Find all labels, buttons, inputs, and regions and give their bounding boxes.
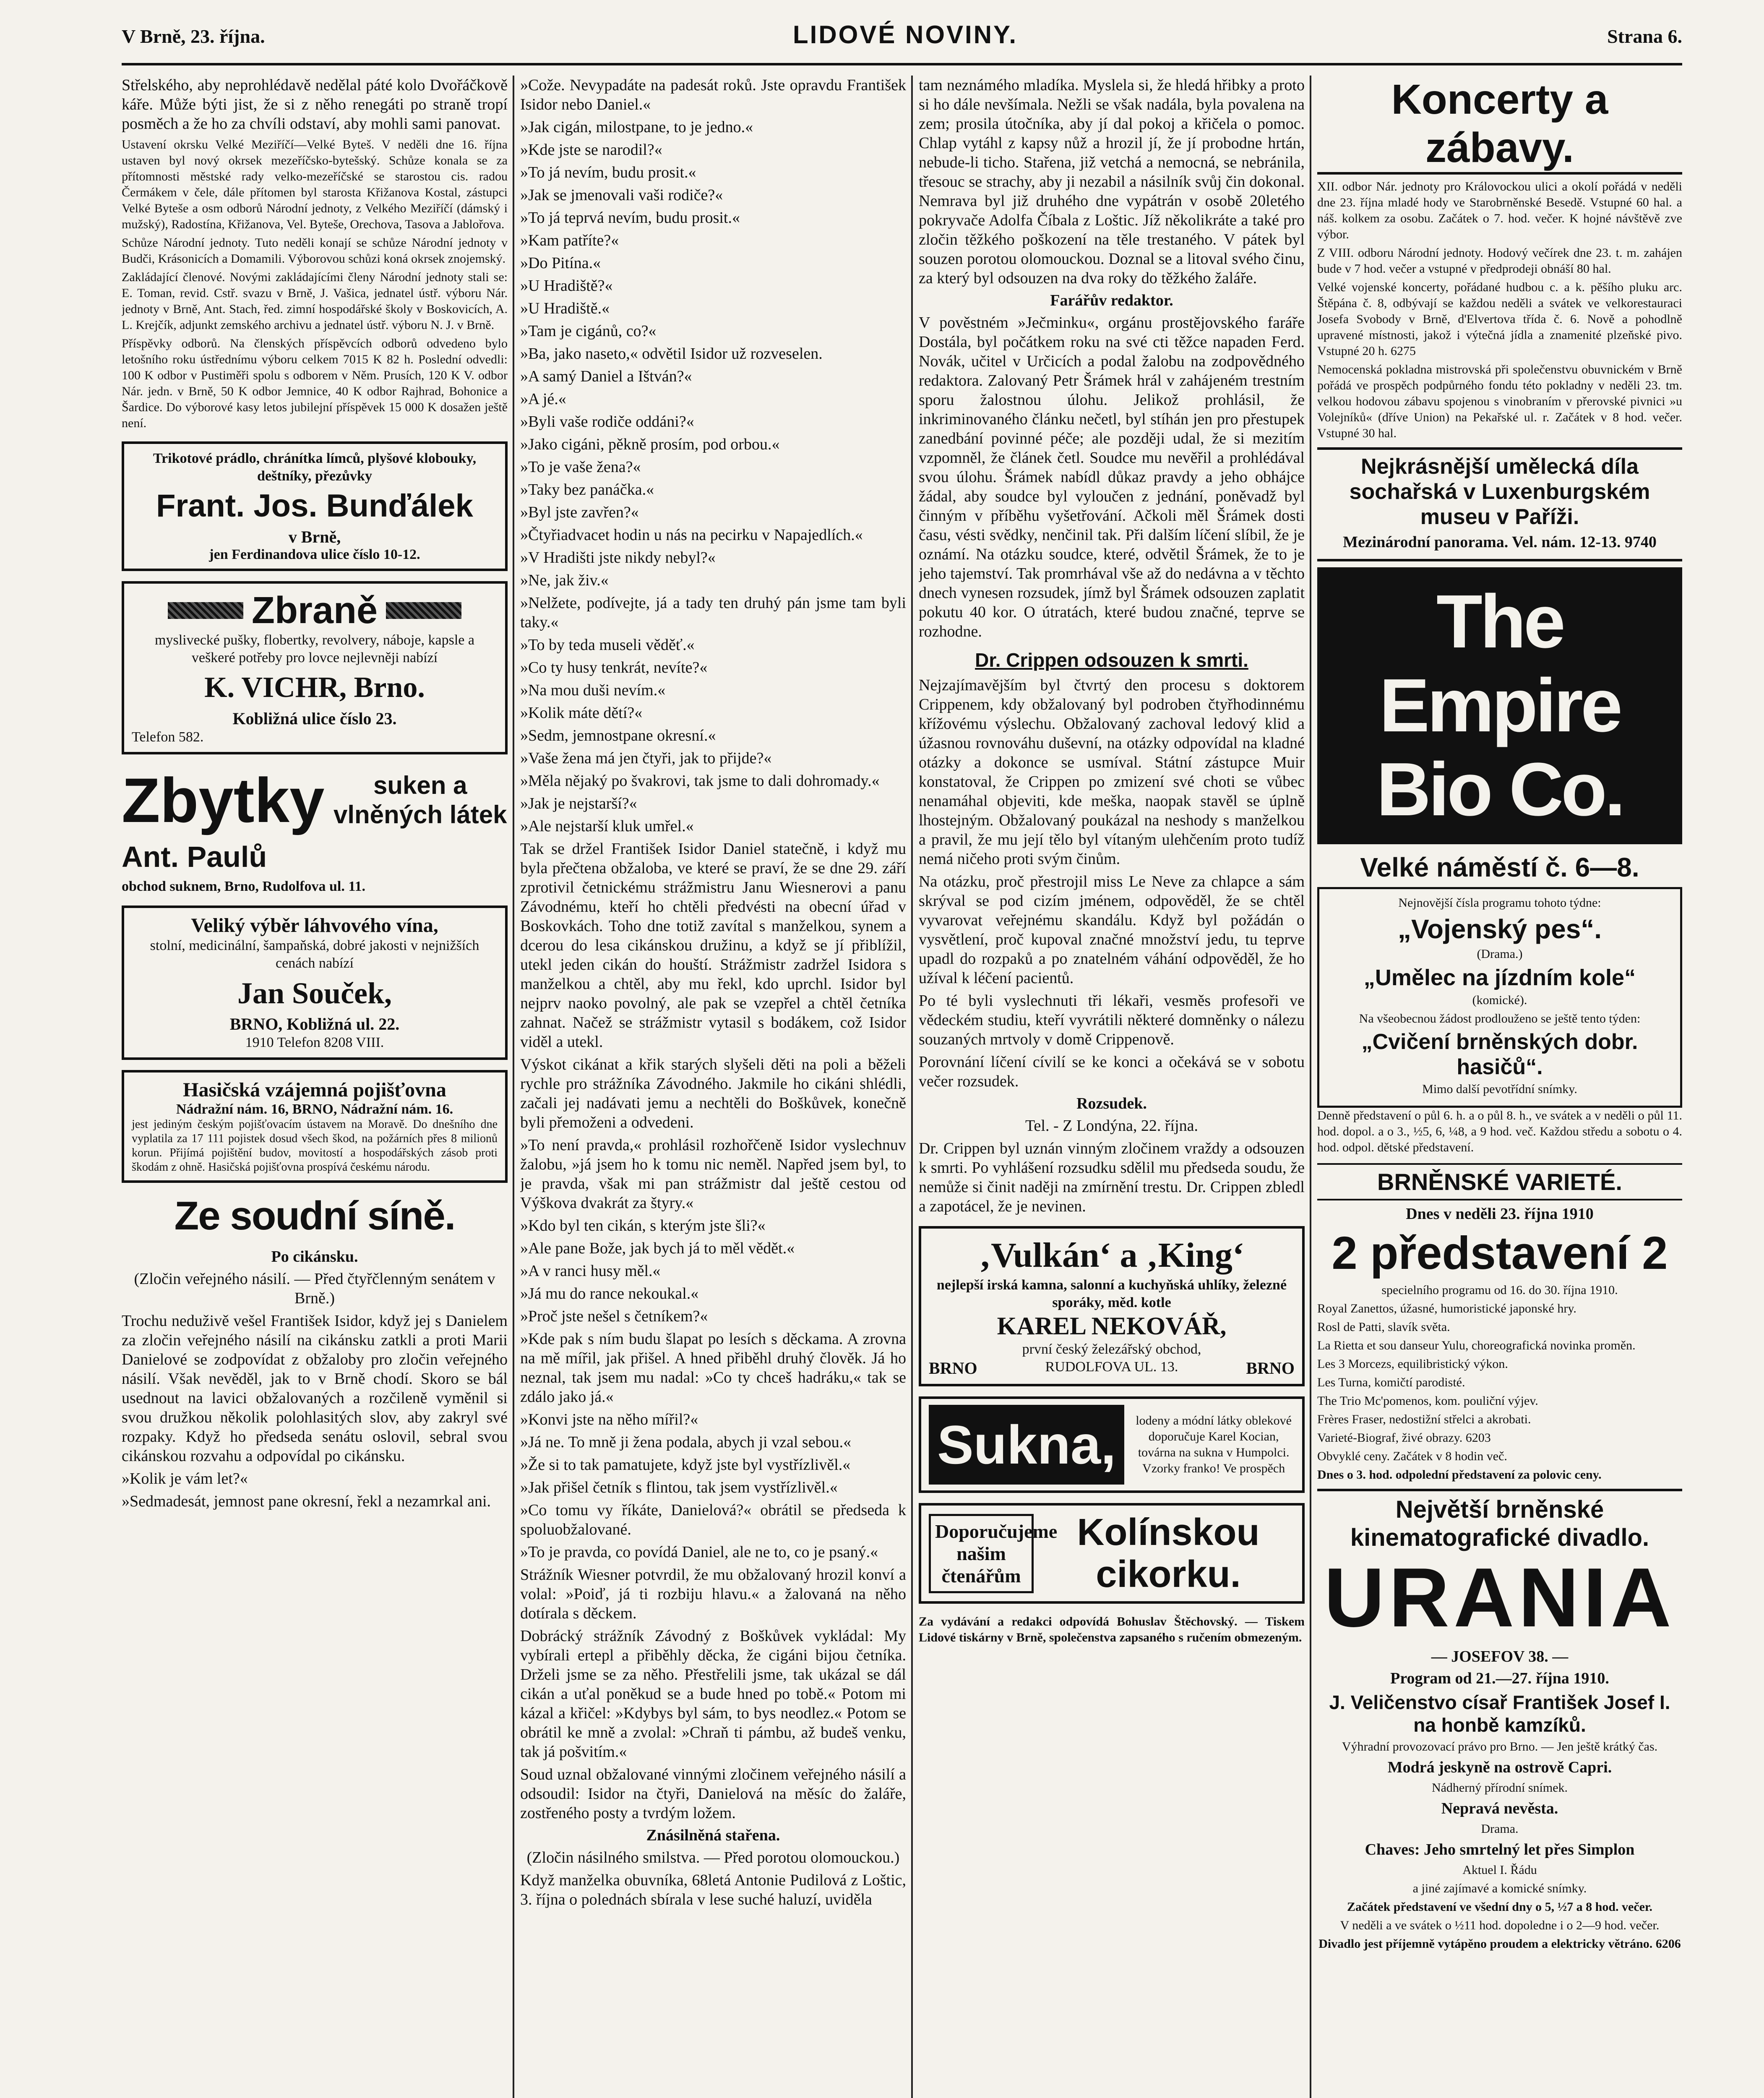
film-note: Aktuel I. Řádu	[1462, 1863, 1537, 1877]
variety-act: Rosl de Patti, slavík světa.	[1317, 1320, 1450, 1334]
advertisement-bundalek	[122, 441, 508, 571]
article-title: Dr. Crippen odsouzen k smrti.	[975, 649, 1248, 671]
empire-bio-logo: The Empire Bio Co.	[1317, 567, 1682, 844]
dialogue-line: »Jak je nejstarší?«	[520, 795, 637, 812]
ad-name: Frant. Jos. Bunďálek	[156, 488, 473, 524]
film-note: Drama.	[1481, 1822, 1519, 1836]
article-paragraph: Výskot cikánat a křik starých slyšeli děti na poli a běželi rychle pro strážníka Závodného. Jakmile ho cikáni shlédli, začali jej nadávati jemu a nechtěli do Boškůvek, konečně byli přemoženi a odvedeni.	[520, 1056, 906, 1131]
advertisement-paulu	[122, 765, 508, 895]
ad-text: lodeny a módní látky oblekové doporučuje Karel Kocian, továrna na sukna v Humpolci. Vzorky franko! Ve prospěch	[1136, 1414, 1292, 1475]
article-subtitle: (Zločin násilného smilstva. — Před porotou olomouckou.)	[526, 1849, 900, 1866]
advertisement-nekovar	[919, 1226, 1305, 1386]
header-date: V Brně, 23. října.	[122, 26, 265, 47]
article-title: Po cikánsku.	[271, 1248, 358, 1266]
column-2	[520, 76, 906, 2098]
urania-ad	[1317, 1489, 1682, 1952]
variety-note: Obvyklé ceny. Začátek v 8 hodin več.	[1317, 1449, 1507, 1463]
film-genre: (komické).	[1472, 993, 1527, 1007]
advertisement-soucek	[122, 905, 508, 1060]
article-paragraph: »To není pravda,« prohlásil rozhořčeně Isidor vyslechnuv žalobu, »já jsem ho k tomu nic neměl. Napřed jsem byl, to je pravda, však mi pan strážmistr dal ještě cestou od Výškova dvakrát za štyry.«	[520, 1136, 906, 1212]
ad-text: jest jediným českým pojišťovacím ústavem na Moravě. Do dnešního dne vyplatila za 17 111 pojistek dosud všech škod, na požárních přes 8 milionů korun. Přijímá pojištění budov, movitostí a hospodářských zásob proti škodám z ohně. Hasičská pojišťovna prospívá českému národu.	[132, 1118, 498, 1174]
dialogue-line: »To já nevím, budu prosit.«	[520, 164, 696, 181]
program-intro: Nejnovější čísla programu tohoto týdne:	[1398, 896, 1601, 910]
dialogue-line: »To je vaše žena?«	[520, 458, 641, 476]
ad-big-title: Sukna,	[929, 1405, 1124, 1485]
ad-subtitle: první český železářský obchod,	[1022, 1341, 1201, 1357]
section-title: Koncerty a zábavy.	[1317, 76, 1682, 175]
ad-title: Hasičská vzájemná pojišťovna	[183, 1079, 446, 1101]
article-paragraph: »Cože. Nevypadáte na padesát roků. Jste opravdu František Isidor nebo Daniel.«	[520, 76, 906, 113]
dialogue-line: »Čtyřiadvacet hodin u nás na pecirku v Napajedlích.«	[520, 526, 863, 544]
dialogue-line: »V Hradišti jste nikdy nebyl?«	[520, 549, 716, 566]
dialogue-line: »To by teda museli věděť.«	[520, 636, 695, 654]
ad-big-title: Zbytky	[122, 765, 325, 835]
advertisement-cikorka	[919, 1503, 1305, 1604]
column-divider	[1310, 76, 1311, 2098]
article-subtitle: Tel. - Z Londýna, 22. října.	[1025, 1117, 1199, 1135]
ad-name: Ant. Paulů	[122, 840, 267, 873]
article-paragraph: Tak se držel František Isidor Daniel statečně, i když mu byla přečtena obžaloba, ve které se praví, že se dne 29. září zprotivil četnickému strážmistru Janu Wiesnerovi a panu Závodnému, kteří ho chtěli předvésti na obecní úřad v Boskovkách. Toho dne totiž zavítal s manželkou, synem a dcerou do lesa cikánskou družinu, a když se jí přiblížil, utekl jeden cikán do houští. Strážmistr zadržel Isidora s manželkou a chtěl, aby mu řekl, kdo uprchl. Isidor byl nejprv naoko povolný, ale pak se vzepřel a chtěl četníka zahnat. Načež se strážmistr vytasil s bodákem, což Isidor viděl a utekl.	[520, 840, 906, 1051]
ad-name: Jan Souček,	[237, 976, 392, 1010]
article-paragraph: Dr. Crippen byl uznán vinným zločinem vraždy a odsouzen k smrti. Po vyhlášení rozsudku sdělil mu předseda soudu, že nemůže si činit naději na zmírnění trestu. Dr. Crippen zbledl a zapotácel, že je nevinen.	[919, 1140, 1305, 1215]
article-paragraph: Porovnání líčení cívilí se ke konci a očekává se v sobotu večer rozsudek.	[919, 1053, 1305, 1090]
dialogue-line: »Konvi jste na něho mířil?«	[520, 1411, 698, 1428]
section-title: BRNĚNSKÉ VARIETÉ.	[1317, 1163, 1682, 1200]
advertisement-insurance	[122, 1070, 508, 1183]
ad-address: jen Ferdinandova ulice číslo 10-12.	[209, 547, 420, 562]
variety-date: Dnes v neděli 23. října 1910	[1406, 1205, 1594, 1223]
section-title: Ze soudní síně.	[174, 1193, 455, 1238]
variety-act: The Trio Mc'pomenos, kom. pouliční výjev.	[1317, 1394, 1538, 1408]
program-note: Divadlo jest příjemně vytápěno proudem a elektricky větráno. 6206	[1318, 1937, 1681, 1951]
dialogue-line: »A v ranci husy měl.«	[520, 1262, 661, 1280]
dialogue-line: »Co tomu vy říkáte, Danielová?« obrátil se předseda k spoluobžalované.	[520, 1501, 906, 1538]
ad-text: myslivecké pušky, flobertky, revolvery, náboje, kapsle a veškeré potřeby pro lovce nejlevněji nabízí	[155, 632, 474, 665]
ad-address: — JOSEFOV 38. —	[1431, 1648, 1569, 1665]
ad-title: Veliký výběr láhvového vína,	[191, 914, 438, 937]
dialogue-line: »Že si to tak pamatujete, když jste byl vystřízlivěl.«	[520, 1456, 851, 1474]
announcement: Nemocenská pokladna mistrovská při společenstvu obuvnickém v Brně pořádá ve prospěch podpůrného fondu této pokladny v neděli 23. tm. velkou hodovou zábavu spojenou s vinobraním v přerovské pivnici »u Volejníků« (dříve Union) na Pekařské ul. r. Začátek v 8 hod. večer. Vstupné 30 hal.	[1317, 363, 1682, 440]
film-genre: (Drama.)	[1477, 947, 1523, 961]
film-title: Modrá jeskyně na ostrově Capri.	[1387, 1759, 1612, 1776]
ad-big-title: Kolínskou cikorku.	[1077, 1511, 1260, 1595]
variety-act: La Rietta et sou danseur Yulu, choreografická novinka proměn.	[1317, 1339, 1636, 1352]
advertisement-vichr	[122, 581, 508, 754]
variety-note: Dnes o 3. hod. odpolední představení za polovic ceny.	[1317, 1468, 1602, 1482]
dialogue-line: »Proč jste nešel s četníkem?«	[520, 1307, 708, 1325]
article-paragraph: Strážník Wiesner potvrdil, že mu obžalovaný hrozil konví a volal: »Poiď, já ti rozbiju hlavu.« a žalovaná na něho dotírala s děckem.	[520, 1566, 906, 1622]
dialogue-line: »Byli vaše rodiče oddáni?«	[520, 413, 694, 431]
dialogue-line: »Na mou duši nevím.«	[520, 681, 666, 699]
announcement: Velké vojenské koncerty, pořádané hudbou c. a k. pěšího pluku arc. Štěpána č. 8, odbývají se každou neděli a svátek ve velkorestauraci Josefa Svobody v Brně, d'Elvertova třída č. 6. Nově a pohodlně upravené místnosti, jakož i výtečná jídla a znamenité plzeňské pivo. Vstupné 20 h. 6275	[1317, 280, 1682, 358]
dialogue-line: »Ale pane Bože, jak bych já to měl vědět.«	[520, 1239, 795, 1257]
announcement: Z VIII. odboru Národní jednoty. Hodový večírek dne 23. t. m. zahájen bude v 7 hod. večer a vstupné v předprodeji obnáší 80 hal.	[1317, 246, 1682, 276]
ad-address: BRNO, Kobližná ul. 22.	[229, 1015, 400, 1033]
program-note: Mimo další pevotřídní snímky.	[1422, 1082, 1577, 1096]
column-divider	[911, 76, 913, 2098]
variety-list	[1317, 1301, 1682, 1446]
article-paragraph: Trochu neduživě vešel František Isidor, když jej s Danielem za zločin veřejného násilí na cikánsku zatkli a proti Marii Danielové se zodpovídat z obžaloby pro zločin veřejného násilí. Však nevěděl, jak to v Brně chodí. Skoro se bál usednout na lavici obžalovaných a rozčileně vyměnil si svou družkou několik polohlasitých slov, aby zakryl své rozpaky. Když ho předseda senátu oslovil, sebral svou cikánskou rozvahu a odpovídal po cikánsku.	[122, 1312, 508, 1465]
ad-address: obchod suknem, Brno, Rudolfova ul. 11.	[122, 879, 365, 894]
ad-address: Mezinárodní panorama. Vel. nám. 12-13. 9740	[1343, 533, 1657, 551]
article-title: Znásilněná stařena.	[646, 1827, 780, 1844]
dialogue-line: »Jak přišel četník s flintou, tak jsem vystřízlivěl.«	[520, 1479, 838, 1496]
ad-text: Trikotové prádlo, chránítka límců, plyšové klobouky, deštníky, přezůvky	[153, 451, 477, 484]
dialogue-line: »U Hradiště.«	[520, 300, 610, 317]
article-paragraph: Příspěvky odborů. Na členských příspěvcích odborů odvedeno bylo letošního roku ústřednímu výboru celkem 7015 K 82 h. Poslední odvedli: 100 K odbor v Pustiměři spolu s odborem v Něm. Prusích, 120 K V. odbor Nár. jedn. v Brně, 50 K odbor Jemnice, 40 K odbor Rajhrad, Bohonice a Šardice. Do výborové kasy letos jubilejní příspěvek 15 000 K dosažen ještě není.	[122, 337, 508, 430]
film-title: Nepravá nevěsta.	[1441, 1800, 1558, 1817]
dialogue-line: »Tam je cigánů, co?«	[520, 322, 657, 340]
film-title: „Cvičení brněnských dobr. hasičů“.	[1361, 1030, 1638, 1079]
dialogue-line: »Jak se jmenovali vaši rodiče?«	[520, 186, 723, 204]
dialogue-line: »Ba, jako naseto,« odvětil Isidor už rozveselen.	[520, 345, 823, 363]
ad-text: nejlepší irská kamna, salonní a kuchyňská uhlíky, železné sporáky, měd. kotle	[936, 1277, 1287, 1310]
article-title: Farářův redaktor.	[1050, 292, 1173, 309]
dialogue-line: »Já mu do rance nekoukal.«	[520, 1285, 699, 1302]
ad-address: Kobližná ulice číslo 23.	[232, 709, 397, 728]
dialogue-line: »Byl jste zavřen?«	[520, 504, 639, 521]
dialogue-line: »Co ty husy tenkrát, nevíte?«	[520, 659, 708, 676]
rifle-icon	[168, 602, 243, 619]
ad-city: BRNO	[1246, 1359, 1295, 1378]
dialogue-line: »Kde jste se narodil?«	[520, 141, 662, 159]
ad-name: KAREL NEKOVÁŘ,	[997, 1312, 1227, 1340]
ad-subtitle: suken a vlněných látek	[333, 771, 507, 829]
dialogue-line: »Já ne. To mně ji žena podala, abych ji vzal sebou.«	[520, 1433, 852, 1451]
article-paragraph: Zakládající členové. Novými zakládajícími členy Národní jednoty stali se: E. Toman, revid. Cstř. svazu v Brně, J. Vašica, jednatel ústř. výboru Nár. jednoty v Brně, Ant. Stach, řed. zimní hospodářské školy v Boskovicích, A. L. Krejčík, adjunkt zemského archivu a jednatel ústř. výboru N. J. v Brně.	[122, 270, 508, 332]
film-note: Nádherný přírodní snímek.	[1431, 1781, 1568, 1795]
ad-title: Zbraně	[251, 590, 378, 631]
dialogue-line: »A jé.«	[520, 390, 566, 408]
article-paragraph: Střelského, aby neprohlédavě nedělal páté kolo Dvořáčkově káře. Může býti jist, že si z něho renegáti po straně tropí posměch a že ho za chvíli odstaví, aby mohli sami panovat.	[122, 76, 508, 133]
article-title: Rozsudek.	[1076, 1095, 1147, 1112]
header-rule	[122, 63, 1682, 65]
article-paragraph: Když manželka obuvníka, 68letá Antonie Pudilová z Loštic, 3. října o polednách sbírala v lese suché haluzí, uviděla	[520, 1871, 906, 1908]
ad-city: BRNO	[929, 1359, 977, 1378]
program-note: Na všeobecnou žádost prodlouženo se ještě tento týden:	[1359, 1012, 1641, 1026]
variety-act: Les Turna, komičtí parodisté.	[1317, 1375, 1465, 1389]
article-paragraph: Na otázku, proč přestrojil miss Le Neve za chlapce a sám skrýval se pod cizím jménem, odpověděl, že se chtěl vyvarovat veřejnému skandálu. Když byl požádán o vysvětlení, proč kupoval značné množství jedu, tu teprve upadl do rozpaků a po znatelném váhání odpověděl, že ho užíval k léčení pacientů.	[919, 873, 1305, 987]
variety-headline: 2 představení 2	[1331, 1227, 1668, 1279]
article-paragraph: tam neznámého mladíka. Myslela si, že hledá hřibky a proto si ho dále nevšímala. Nežli se však nadála, byla povalena na zem; prosila útočníka, aby jí dal pokoj a křičela o pomoc. Chlap vytáhl z kapsy nůž a hrozil jí, že jí probodne hrtán, nebude-li ticho. Stařena, již vetchá a nemocná, se nebránila, třesouc se strachy, aby ji nezabil a násilník svůj čin dokonal. Nemrava byl již druhého dne vypátrán v osobě 20letého pokryvače Adolfa Číbala z Loštic. Jíž několikráte a také pro zločin těžkého poškození na těle trestaného. V pátek byl souzen porotou olomouckou. Doznal se a litoval svého činu, za který byl odsouzen na dva roky do těžkého žaláře.	[919, 76, 1305, 287]
variety-act: Les 3 Morcezs, equilibristický výkon.	[1317, 1357, 1508, 1371]
ad-phone: 1910 Telefon 8208 VIII.	[245, 1035, 384, 1050]
imprint: Za vydávání a redakci odpovídá Bohuslav Štěchovský. — Tiskem Lidové tiskárny v Brně, společenstva zapsaného s ručením obmezeným.	[919, 1615, 1305, 1644]
program-note: a jiné zajímavé a komické snímky.	[1412, 1881, 1587, 1895]
ad-city: v Brně,	[288, 527, 341, 546]
variety-act: Royal Zanettos, úžasné, humoristické japonské hry.	[1317, 1302, 1576, 1315]
ad-text: Doporučujeme našim čtenářům	[929, 1514, 1034, 1593]
dialogue-line: »Sedm, jemnostpane okresní.«	[520, 727, 716, 744]
page-header	[122, 17, 1682, 59]
variety-program: specielního programu od 16. do 30. října 1910.	[1381, 1283, 1618, 1297]
ad-name: K. VICHR, Brno.	[204, 671, 425, 704]
panorama-ad	[1317, 447, 1682, 561]
showtimes: Denně představení o půl 6. h. a o půl 8. h., ve svátek a v neděli o půl 11. hod. dopol. a o 3., ½5, 6, ¼8, a 9 hod. več. Každou středu a sobotu o 4. hod. odpol. dětské představení.	[1317, 1109, 1682, 1154]
ad-text: stolní, medicinální, šampaňská, dobré jakosti v nejnižších cenách nabízí	[150, 938, 479, 971]
showtimes: Začátek představení ve všední dny o 5, ½7 a 8 hod. večer.	[1347, 1900, 1653, 1914]
article-paragraph: Ustavení okrsku Velké Meziříčí—Velké Byteš. V neděli dne 16. října ustaven byl nový okrsek mezeříčsko-bytešský. Schůze konala se za přítomnosti městské rady velko-mezeříčské se starostou cis. radou Čermákem v čele, dále přítomen byl starosta Křižanova Kostal, zástupci Velké Byteše a osm odborů Národní jednoty, z Velkého Meziříčí (dámský i mužský), Radostína, Křižanova, Vel. Byteše, Orechova, Tasova a Jablořova.	[122, 138, 508, 231]
ad-phone: Telefon 582.	[132, 729, 204, 745]
film-title: J. Veličenstvo císař František Josef I. na honbě kamzíků.	[1329, 1691, 1670, 1736]
announcement: XII. odbor Nár. jednoty pro Královockou ulici a okolí pořádá v neděli dne 23. října mladé hody ve Starobrněnské Besedě. Vstupné 60 hal. a náš. kolkem za osobu. Začátek o 7. hod. večer. K hojné návštěvě zve výbor.	[1317, 180, 1682, 241]
showtimes: V neděli a ve svátek o ½11 hod. dopoledne i o 2—9 hod. večer.	[1340, 1918, 1660, 1932]
advertisement-kocian	[919, 1396, 1305, 1493]
article-paragraph: »Kolik je vám let?«	[122, 1470, 248, 1487]
film-note: Výhradní provozovací právo pro Brno. — Jen ještě krátký čas.	[1342, 1740, 1658, 1754]
dialogue-line: »Kdo byl ten cikán, s kterým jste šli?«	[520, 1217, 766, 1234]
dialogue-line: »Ale nejstarší kluk umřel.«	[520, 817, 694, 835]
dialogue-line: »Nelžete, podívejte, já a tady ten druhý pán jsme tam byli taky.«	[520, 594, 906, 631]
article-paragraph: V pověstném »Ječminku«, orgánu prostějovského faráře Dostála, byl počátkem roku na své cti těžce napaden Ferd. Novák, učitel v Určicích a podal žalobu na zodpovědného redaktora. Zalovaný Petr Šrámek hrál v zahájeném trestním sporu žalostnou úlohu. Jelikož prohlásil, že inkriminovaného článku nečetl, byl stíhán jen pro přestupek zanedbání povinné péče; ale později udal, že si mezitím vzpomněl, že článek četl. Soudce mu nevěřil a prohlédával svou úlohu. Šrámek nabídl důkaz pravdy a jeho obhájce žádal, aby soudce byl vyloučen z jednání, poněvadž byl činným v příběhu vyšetřování. Ačkoli měl Šrámek dosti času, vésti svědky, nenčinil tak. Při dalším líčení slíbil, že je oznámí. Na otázku soudce, které, odvětil Šrámek, že to je jeho tajemství. Tak promrhával vše až do nedávna a v těchto dnech vynesen rozsudek, jímž byl Šrámek odsouzen zaplatit pokutu 40 kor. O útratách, které budou značné, teprve se rozhodne.	[919, 314, 1305, 640]
dialogue-line: »Jak cigán, milostpane, to je jedno.«	[520, 118, 753, 136]
article-paragraph: Dobrácký strážník Závodný z Boškůvek vykládal: My vybírali ertepl a přiběhly děcka, že cigáni bijou četníka. Drželi jsme se za něho. Přestřelili jsme, tak ukázal se dál cikán a uťal poněkud se a bude hned po tobě.« Potom mi kázal a křičel: »Kdybys byl sám, to bys neodlez.« Potom se obrátil ke mně a zvolal: »Chraň ti pámbu, až budeš venku, tak já pošvitím.«	[520, 1627, 906, 1761]
column-3	[919, 76, 1305, 2098]
ad-address-row	[929, 1358, 1295, 1378]
article-paragraph: »Sedmadesát, jemnost pane okresní, řekl a nezamrkal ani.	[122, 1493, 491, 1510]
column-4	[1317, 76, 1682, 2098]
dialogue-line: »Taky bez panáčka.«	[520, 481, 654, 498]
dialogue-line: »Kolik máte dětí?«	[520, 704, 643, 722]
newspaper-title: LIDOVÉ NOVINY.	[793, 21, 1018, 49]
ad-address: Nádražní nám. 16, BRNO, Nádražní nám. 16.	[176, 1101, 453, 1117]
dialogue-line: »U Hradiště?«	[520, 277, 613, 295]
page-number: Strana 6.	[1607, 26, 1682, 47]
film-title: „Vojenský pes“.	[1397, 914, 1602, 944]
article-paragraph: Soud uznal obžalované vinnými zločinem veřejného násilí a odsoudil: Isidor na čtyři, Danielová na měsíc do žaláře, zostřeného posty a tvrdým ložem.	[520, 1766, 906, 1822]
dialogue-line: »Jako cigáni, pěkně prosím, pod orbou.«	[520, 436, 780, 453]
article-paragraph: Po té byli vyslechnuti tři lékaři, vesměs profesoři ve vědeckém studiu, kteří vyvrátili některé domněnky o nálezu souzaných mrtvoly v domě Crippenově.	[919, 992, 1305, 1048]
ad-title: ‚Vulkán‘ a ‚King‘	[979, 1236, 1244, 1275]
film-title: Chaves: Jeho smrtelný let přes Simplon	[1365, 1841, 1635, 1858]
ad-title: Největší brněnské kinematografické divadlo.	[1350, 1496, 1649, 1551]
ad-address: RUDOLFOVA UL. 13.	[1045, 1359, 1178, 1375]
ad-address: Velké náměstí č. 6—8.	[1360, 852, 1639, 882]
urania-logo: URANIA	[1324, 1551, 1675, 1644]
film-title: „Umělec na jízdním kole“	[1363, 965, 1636, 990]
dialogue-line: »Měla nějaký po švakrovi, tak jsme to dali dohromady.«	[520, 772, 880, 790]
program-dates: Program od 21.—27. října 1910.	[1390, 1670, 1609, 1687]
dialogue-line: »To já teprvá nevím, budu prosit.«	[520, 209, 740, 227]
variety-act: Frères Fraser, nedostižní střelci a akrobati.	[1317, 1412, 1531, 1426]
dialogue-line: »Ne, jak živ.«	[520, 571, 609, 589]
article-subtitle: (Zločin veřejného násilí. — Před čtyřčlenným senátem v Brně.)	[134, 1270, 495, 1307]
ad-title: Nejkrásnější umělecká díla sochařská v Luxenburgském museu v Paříži.	[1349, 454, 1650, 529]
article-paragraph: Schůze Národní jednoty. Tuto neděli konají se schůze Národní jednoty v Budči, Krásonicích a Domamili. Výborovou schůzi koná okrsek znojemský.	[122, 236, 508, 266]
dialogue-line: »Do Pitína.«	[520, 254, 601, 272]
column-1	[122, 76, 508, 2098]
dialogue-line: »A samý Daniel a Ištván?«	[520, 368, 692, 385]
article-paragraph: Nejzajímavějším byl čtvrtý den procesu s doktorem Crippenem, kdy obžalovaný byl podroben čtyřhodinnému křížovému výslechu. Obžalovaný zachoval ledový klid a úžasnou rovnováhu duševní, na otázky odpovídal na kladné otázky a dokonce se usmíval. Státní zástupce Muir konstatoval, že Crippen po zmizení své choti se vůbec nenamáhal objeviti, kde meška, naopak stavěl se úplně lhostejným. Obžalovaný poukázal na neshody s manželkou a pravil, že mu její tělo byl vítaným ulehčením proto tudíž nemá ničeho proti svým činům.	[919, 676, 1305, 868]
empire-program	[1317, 887, 1682, 1108]
variety-act: Varieté-Biograf, živé obrazy. 6203	[1317, 1431, 1491, 1445]
dialogue-line: »Vaše žena má jen čtyři, jak to přijde?«	[520, 749, 772, 767]
rifle-icon	[386, 602, 461, 619]
dialogue-block	[520, 1216, 906, 1562]
dialogue-line: »Kam patříte?«	[520, 232, 619, 249]
dialogue-line: »To je pravda, co povídá Daniel, ale ne to, co je psaný.«	[520, 1543, 878, 1561]
dialogue-block	[520, 117, 906, 836]
column-divider	[513, 76, 514, 2098]
dialogue-line: »Kde pak s ním budu šlapat po lesích s děckama. A zrovna na mě mířil, jak přišel. A hned přiběhl druhý člověk. Já ho neznal, tak jsem mu nadal: »Co ty chceš hadráku,« tak se zdálo jako já.«	[520, 1330, 906, 1406]
